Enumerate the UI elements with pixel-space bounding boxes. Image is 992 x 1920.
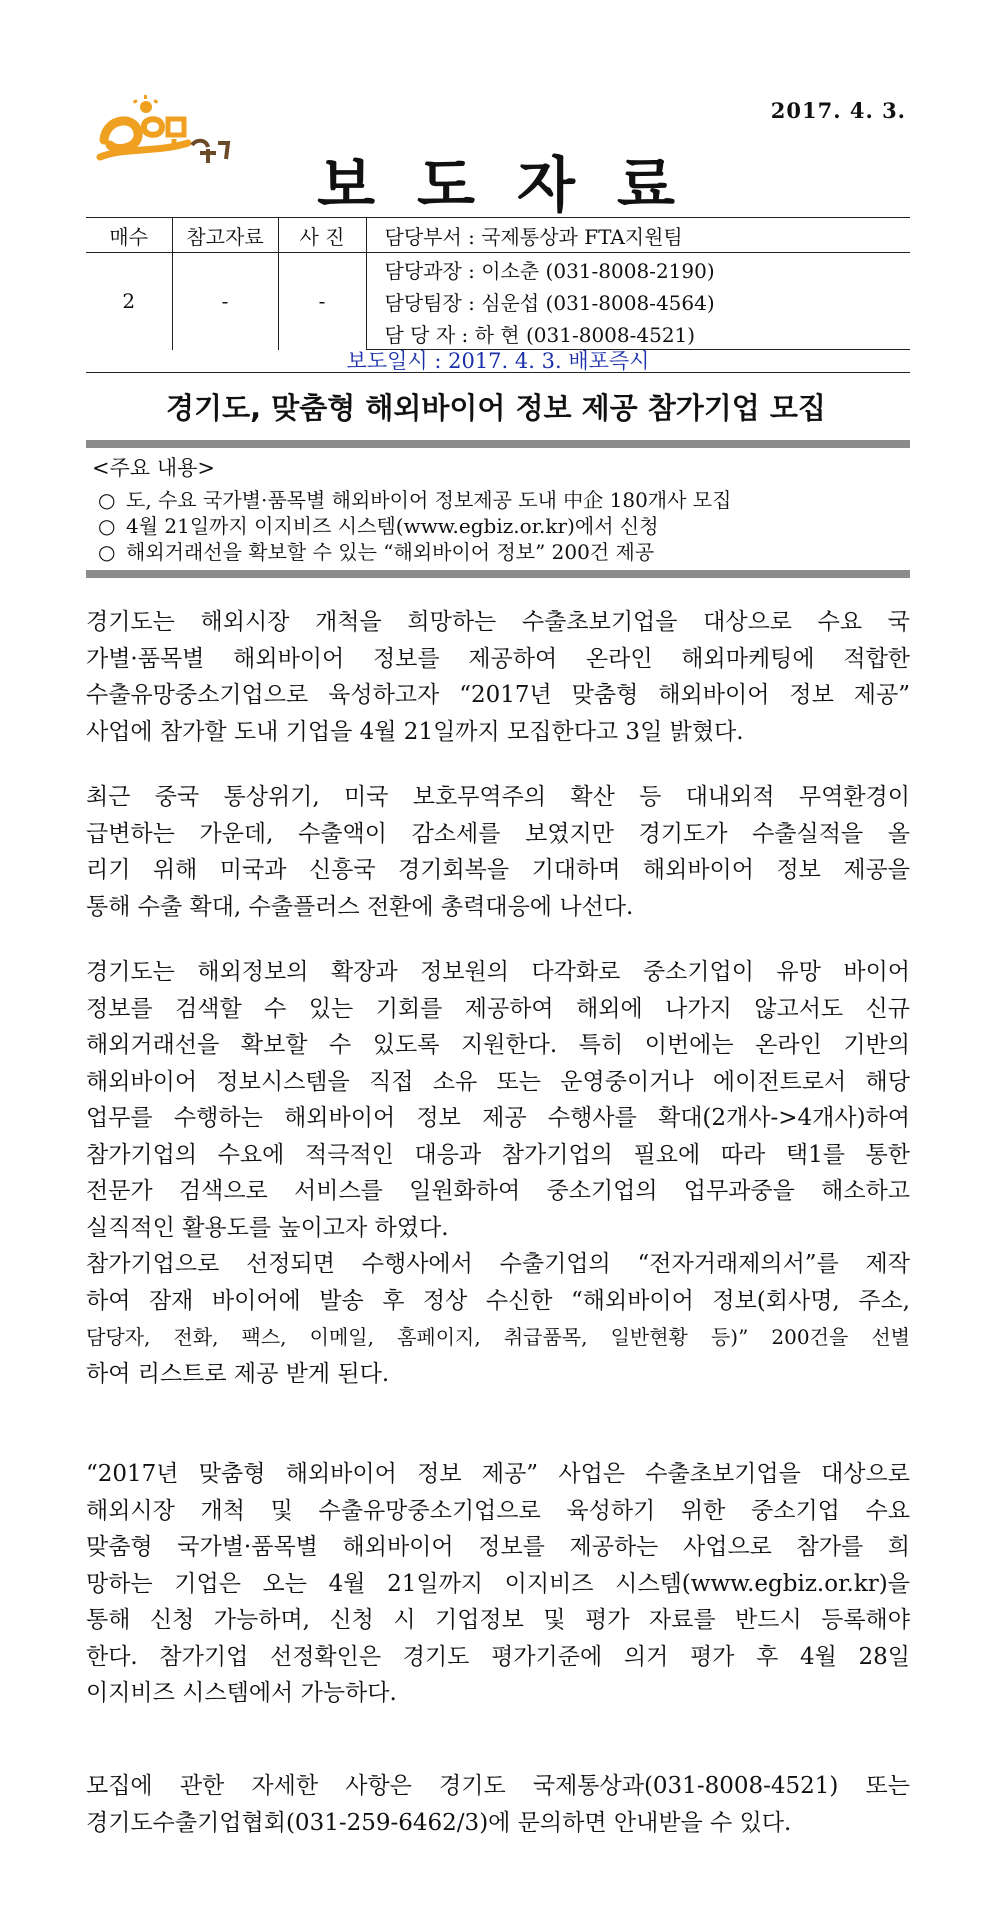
paragraph-line: 참가기업으로 선정되면 수행사에서 수출기업의 “전자거래제의서”를 제작 xyxy=(86,1251,910,1277)
photo-header: 사 진 xyxy=(278,218,366,253)
pages-header: 매수 xyxy=(86,218,172,253)
reference-header: 참고자료 xyxy=(172,218,278,253)
paragraph-line: 업무를 수행하는 해외바이어 정보 제공 수행사를 확대(2개사->4개사)하여 xyxy=(86,1105,910,1131)
list-item xyxy=(98,536,654,565)
key-points-title: <주요 내용> xyxy=(92,456,216,480)
paragraph-line: 해외바이어 정보시스템을 직접 소유 또는 운영중이거나 에이전트로서 해당 xyxy=(86,1068,910,1095)
divider xyxy=(86,372,910,373)
info-value-row xyxy=(86,253,910,286)
paragraph-line: 경기도는 해외정보의 확장과 정보원의 다각화로 중소기업이 유망 바이어 xyxy=(86,959,910,985)
paragraph-line: 실직적인 활용도를 높이고자 하였다. xyxy=(86,1214,449,1241)
circle-bullet-icon: ○ xyxy=(98,540,116,564)
headline: 경기도, 맞춤형 해외바이어 정보 제공 참가기업 모집 xyxy=(166,391,826,425)
paragraph xyxy=(86,779,910,925)
paragraph-line: 수출유망중소기업으로 육성하고자 “2017년 맞춤형 해외바이어 정보 제공” xyxy=(86,682,910,708)
section-chief-contact: 담당과장 : 이소춘 (031-8008-2190) xyxy=(384,258,715,283)
paragraph-line: 정보를 검색할 수 있는 기회를 제공하여 해외에 나가지 않고서도 신규 xyxy=(86,995,910,1022)
info-table xyxy=(86,217,910,350)
paragraph xyxy=(86,954,910,1392)
divider xyxy=(86,570,910,578)
list-item xyxy=(98,510,659,539)
paragraph-line: 망하는 기업은 오는 4월 21일까지 이지비즈 시스템(www.egbiz.or.kr)을 xyxy=(86,1570,910,1597)
paragraph-line: 이지비즈 시스템에서 가능하다. xyxy=(86,1680,397,1706)
team-leader-contact: 담당팀장 : 심운섭 (031-8008-4564) xyxy=(384,290,715,315)
paragraph-line: 담당자, 전화, 팩스, 이메일, 홈페이지, 취급품목, 일반현황 등)” 200건을 선별 xyxy=(86,1325,910,1349)
staff-contact: 담 당 자 : 하 현 (031-8008-4521) xyxy=(366,317,910,350)
paragraph xyxy=(86,604,910,750)
paragraph-line: 통해 신청 가능하며, 신청 시 기업정보 및 평가 자료를 반드시 등록해야 xyxy=(86,1607,910,1633)
paragraph xyxy=(86,1456,910,1712)
release-time: 보도일시 : 2017. 4. 3. 배포즉시 xyxy=(346,349,650,373)
paragraph-line: 한다. 참가기업 선정확인은 경기도 평가기준에 의거 평가 후 4월 28일 xyxy=(86,1643,910,1670)
paragraph-line: 경기도수출기업협회(031-259-6462/3)에 문의하면 안내받을 수 있다. xyxy=(86,1809,792,1836)
paragraph-line: 리기 위해 미국과 신흥국 경기회복을 기대하며 해외바이어 정보 제공을 xyxy=(86,857,910,883)
paragraph-line: “2017년 맞춤형 해외바이어 정보 제공” 사업은 수출초보기업을 대상으로 xyxy=(86,1461,910,1487)
paragraph-line: 가별·품목별 해외바이어 정보를 제공하여 온라인 해외마케팅에 적합한 xyxy=(86,645,910,672)
list-item xyxy=(98,484,731,513)
reference-value: - xyxy=(172,253,278,350)
key-point-text: 4월 21일까지 이지비즈 시스템(www.egbiz.or.kr)에서 신청 xyxy=(126,514,659,538)
page-title: 보도자료 xyxy=(317,151,717,221)
paragraph-line: 참가기업의 수요에 적극적인 대응과 참가기업의 필요에 따라 택1를 통한 xyxy=(86,1141,910,1168)
info-header-row xyxy=(86,218,910,253)
circle-bullet-icon: ○ xyxy=(98,488,116,512)
key-points-box xyxy=(86,440,910,578)
key-point-text: 해외거래선을 확보할 수 있는 “해외바이어 정보” 200건 제공 xyxy=(126,540,655,564)
paragraph-line: 사업에 참가할 도내 기업을 4월 21일까지 모집한다고 3일 밝혔다. xyxy=(86,718,744,745)
key-point-text: 도, 수요 국가별·품목별 해외바이어 정보제공 도내 中企 180개사 모집 xyxy=(126,488,732,512)
department-contact: 담당부서 : 국제통상과 FTA지원팀 xyxy=(366,218,910,253)
circle-bullet-icon: ○ xyxy=(98,514,116,538)
pages-value: 2 xyxy=(86,253,172,350)
paragraph-line: 해외거래선을 확보할 수 있도록 지원한다. 특히 이번에는 온라인 기반의 xyxy=(86,1032,910,1058)
photo-value: - xyxy=(278,253,366,350)
paragraph-line: 하여 리스트로 제공 받게 된다. xyxy=(86,1360,390,1387)
paragraph xyxy=(86,1768,910,1841)
paragraph-line: 전문가 검색으로 서비스를 일원화하여 중소기업의 업무과중을 해소하고 xyxy=(86,1178,910,1204)
paragraph-line: 맞춤형 국가별·품목별 해외바이어 정보를 제공하는 사업으로 참가를 희 xyxy=(86,1534,910,1560)
paragraph-line: 통해 수출 확대, 수출플러스 전환에 총력대응에 나선다. xyxy=(86,893,634,920)
paragraph-line: 하여 잠재 바이어에 발송 후 정상 수신한 “해외바이어 정보(회사명, 주소, xyxy=(86,1287,910,1314)
paragraph-line: 해외시장 개척 및 수출유망중소기업으로 육성하기 위한 중소기업 수요 xyxy=(86,1497,910,1524)
divider xyxy=(86,440,910,448)
paragraph-line: 경기도는 해외시장 개척을 희망하는 수출초보기업을 대상으로 수요 국 xyxy=(86,609,910,635)
paragraph-line: 최근 중국 통상위기, 미국 보호무역주의 확산 등 대내외적 무역환경이 xyxy=(86,784,910,810)
release-date: 2017. 4. 3. xyxy=(770,98,906,123)
paragraph-line: 모집에 관한 자세한 사항은 경기도 국제통상과(031-8008-4521) 또는 xyxy=(86,1773,910,1799)
paragraph-line: 급변하는 가운데, 수출액이 감소세를 보였지만 경기도가 수출실적을 올 xyxy=(86,820,910,847)
